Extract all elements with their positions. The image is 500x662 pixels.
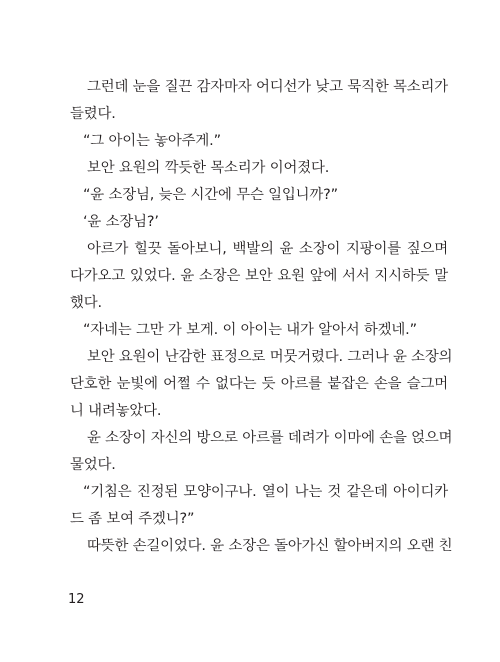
text-line: 드 좀 보여 주겠니?” [70,511,195,527]
text-line: 그런데 눈을 질끈 감자마자 어디선가 낮고 묵직한 목소리가 [87,79,449,95]
text-line: “자네는 그만 가 보게. 이 아이는 내가 알아서 하겠네.” [83,322,417,338]
text-line: “그 아이는 놓아주게.” [83,133,221,149]
text-line: “윤 소장님, 늦은 시간에 무슨 일입니까?” [83,187,338,203]
text-line: 단호한 눈빛에 어쩔 수 없다는 듯 아르를 붙잡은 손을 슬그머 [70,376,448,392]
text-line: 따뜻한 손길이었다. 윤 소장은 돌아가신 할아버지의 오랜 친 [87,538,453,554]
text-line: 들렸다. [70,106,116,122]
text-line: 물었다. [70,457,116,473]
text-line: 윤 소장이 자신의 방으로 아르를 데려가 이마에 손을 얹으며 [87,430,453,446]
text-line: ‘윤 소장님?’ [83,214,159,230]
text-line: 다가오고 있었다. 윤 소장은 보안 요원 앞에 서서 지시하듯 말 [70,268,448,284]
text-line: “기침은 진정된 모양이구나. 열이 나는 것 같은데 아이디카 [83,484,448,500]
text-line: 했다. [70,295,102,311]
page-number: 12 [68,592,85,607]
text-line: 아르가 힐끗 돌아보니, 백발의 윤 소장이 지팡이를 짚으며 [87,241,448,257]
text-line: 보안 요원의 깍듯한 목소리가 이어졌다. [87,160,330,176]
text-line: 보안 요원이 난감한 표정으로 머뭇거렸다. 그러나 윤 소장의 [87,349,453,365]
text-line: 니 내려놓았다. [70,403,162,419]
